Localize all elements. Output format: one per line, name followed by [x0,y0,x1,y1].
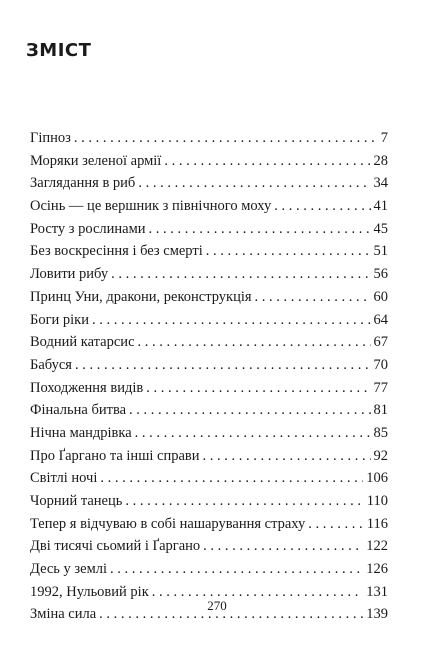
toc-entry-page: 7 [380,130,388,146]
toc-entry [30,445,388,468]
toc-dot-leader [206,240,371,263]
toc-entry-page: 34 [373,175,388,192]
toc-entry-title: Тепер я відчуваю в собі нашарування страху [30,515,306,532]
toc-entry [30,240,388,263]
toc-entry [30,172,388,195]
page-number: 270 [207,598,227,613]
toc-entry [30,331,388,354]
toc-entry [30,150,388,173]
toc-entry-title: Гіпноз [30,130,71,146]
toc-entry-page: 116 [366,515,388,532]
toc-entry [30,263,388,286]
toc-dot-leader [138,331,371,354]
contents-heading: ЗМІСТ [26,40,92,61]
toc-entry-title: Росту з рослинами [30,220,146,237]
toc-dot-leader [135,422,371,445]
toc-entry-title: Моряки зеленої армії [30,152,162,169]
toc-entry-page: 60 [373,288,388,305]
toc-entry-title: Ловити рибу [30,266,109,283]
toc-entry-title: Осінь — це вершник з північного моху [30,198,272,215]
toc-entry-title: Заглядання в риб [30,175,136,192]
toc-dot-leader [129,399,370,422]
toc-dot-leader [149,218,371,241]
toc-entry-page: 85 [373,424,388,441]
toc-entry-page: 126 [366,561,388,578]
toc-entry-title: 1992, Нульовий рік [30,583,149,600]
toc-entry-title: Світлі ночі [30,470,98,487]
toc-dot-leader [138,172,370,195]
toc-entry-title: Походження видів [30,379,144,396]
toc-entry [30,286,388,309]
toc-entry-page: 131 [366,583,388,600]
toc-entry [30,535,388,558]
toc-entry-page: 81 [373,402,388,419]
toc-entry-page: 139 [366,606,388,623]
toc-dot-leader [255,286,371,309]
toc-entry-title: Про Ґаргано та інші справи [30,447,200,464]
toc-entry-title: Бабуся [30,356,72,373]
toc-entry [30,399,388,422]
toc-entry-title: Фінальна битва [30,402,127,419]
toc-entry-title: Дві тисячі сьомий і Ґаргано [30,538,201,555]
toc-entry-title: Принц Уни, дракони, реконструкція [30,288,252,305]
toc-entry-page: 41 [373,198,388,215]
toc-entry [30,558,388,581]
toc-entry [30,513,388,536]
toc-entry [30,218,388,241]
toc-dot-leader [100,467,363,490]
toc-entry [30,195,388,218]
toc-entry-title: Зміна сила [30,606,97,623]
toc-entry-title: Боги ріки [30,311,89,328]
toc-dot-leader [146,377,370,400]
toc-entry-page: 122 [366,538,388,555]
toc-entry-page: 28 [373,152,388,169]
toc-entry [30,422,388,445]
toc-entry-page: 70 [373,356,388,373]
toc-entry-page: 92 [373,447,388,464]
toc-dot-leader [110,558,363,581]
toc-entry [30,127,388,150]
toc-dot-leader [274,195,370,218]
toc-dot-leader [164,150,370,173]
toc-entry-page: 56 [373,266,388,283]
toc-dot-leader [308,513,364,536]
toc-entry-page: 77 [373,379,388,396]
toc-entry-title: Чорний танець [30,493,123,509]
toc-entry [30,354,388,377]
toc-entry-title: Десь у землі [30,561,108,578]
toc-dot-leader [203,535,363,558]
toc-entry-page: 110 [366,493,388,509]
toc-entry [30,490,388,513]
toc-dot-leader [111,263,370,286]
table-of-contents [30,127,388,626]
toc-dot-leader [203,445,371,468]
toc-entry [30,377,388,400]
toc-dot-leader [74,127,378,150]
toc-dot-leader [75,354,371,377]
toc-entry-page: 45 [373,220,388,237]
toc-entry-page: 64 [373,311,388,328]
toc-entry [30,309,388,332]
toc-entry-page: 67 [373,334,388,351]
toc-entry-page: 106 [366,470,388,487]
toc-entry [30,467,388,490]
toc-entry-title: Водний катарсис [30,334,135,351]
toc-entry-title: Без воскресіння і без смерті [30,243,203,260]
toc-dot-leader [125,490,363,513]
toc-dot-leader [92,309,371,332]
toc-entry-page: 51 [373,243,388,260]
toc-entry-title: Нічна мандрівка [30,424,132,441]
